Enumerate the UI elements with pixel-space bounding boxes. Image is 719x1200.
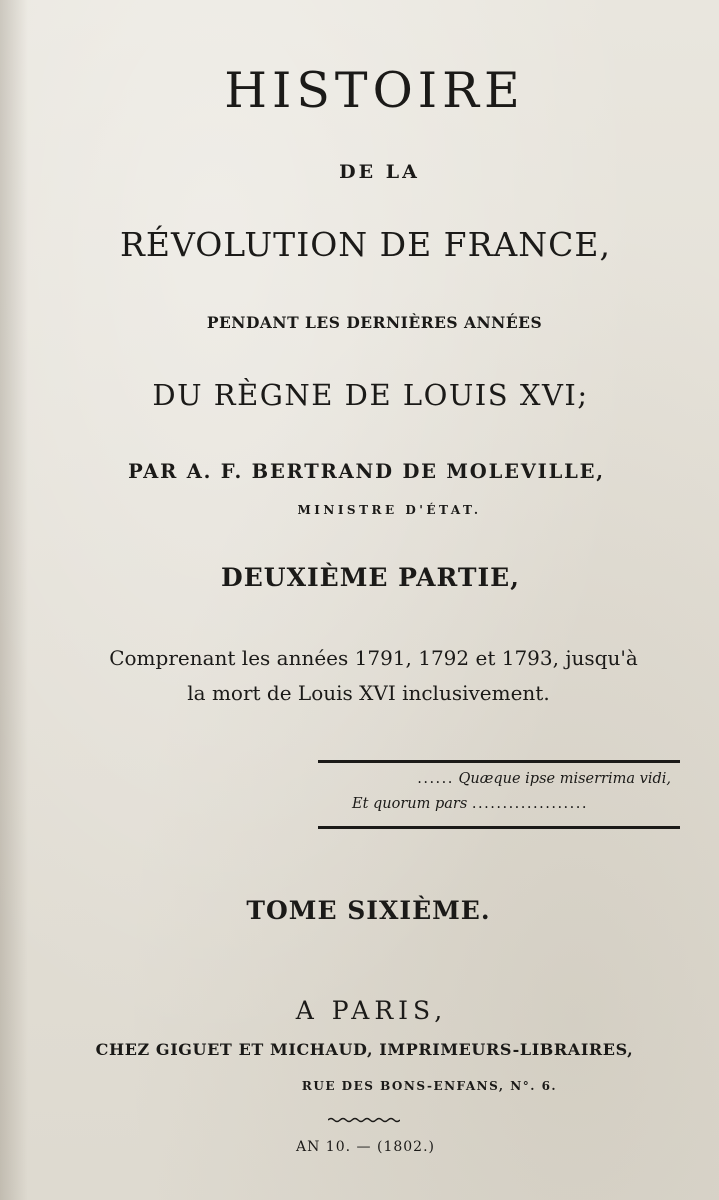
- author-line: PAR A. F. BERTRAND DE MOLEVILLE,: [128, 460, 605, 483]
- imprint-printer: CHEZ GIGUET ET MICHAUD, IMPRIMEURS-LIBRAIRES,: [95, 1040, 634, 1059]
- period-intro: PENDANT LES DERNIÈRES ANNÉES: [206, 313, 543, 332]
- reign-line: DU RÈGNE DE LOUIS XVI;: [152, 378, 589, 412]
- epigraph-line-2: [352, 797, 588, 812]
- title-connector: DE LA: [339, 161, 420, 183]
- epigraph-line-1-text: Quæque ipse miserrima vidi,: [458, 771, 671, 787]
- book-subject: RÉVOLUTION DE FRANCE,: [120, 225, 611, 264]
- description-line-2: la mort de Louis XVI inclusivement.: [187, 681, 550, 705]
- epigraph-leading-dots: ......: [417, 771, 454, 787]
- epigraph-line-1: [417, 772, 671, 787]
- epigraph-rule-top: [318, 760, 680, 763]
- book-title: HISTOIRE: [224, 62, 525, 119]
- epigraph-line-2-text: Et quorum pars: [352, 796, 468, 812]
- ornament-divider: [328, 1117, 400, 1123]
- part-heading: DEUXIÈME PARTIE,: [221, 563, 520, 592]
- description-line-1: Comprenant les années 1791, 1792 et 1793, jusqu'à: [109, 646, 638, 670]
- imprint-date: AN 10. — (1802.): [296, 1139, 435, 1155]
- volume-heading: TOME SIXIÈME.: [246, 896, 491, 925]
- author-title: MINISTRE D'ÉTAT.: [297, 503, 482, 517]
- imprint-city: A PARIS,: [295, 996, 448, 1025]
- epigraph-trailing-dots: ...................: [471, 796, 588, 812]
- epigraph-rule-bottom: [318, 826, 680, 829]
- imprint-address: RUE DES BONS-ENFANS, N°. 6.: [301, 1079, 558, 1093]
